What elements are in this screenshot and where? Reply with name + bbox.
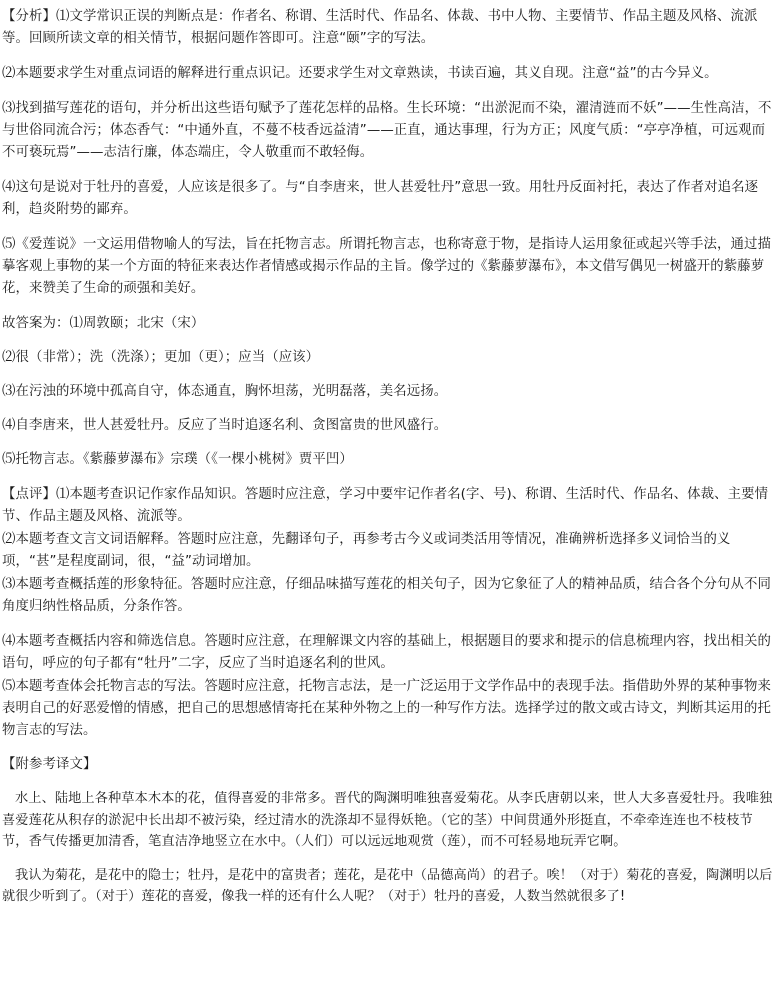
analysis-paragraph-4: ⑷这句是说对于牡丹的喜爱，人应该是很多了。与“自李唐来，世人甚爱牡丹”意思一致。用牡丹反面衬托，表达了作者对追名逐利，趋炎附势的鄙弃。 — [2, 180, 759, 217]
translation-paragraph-2: 我认为菊花，是花中的隐士；牡丹，是花中的富贵者；莲花，是花中（品德高尚）的君子。唉！（对于）菊花的喜爱，陶渊明以后就很少听到了。（对于）莲花的喜爱，像我一样的还有什么人呢？（对于）牡丹的喜爱，人数当然就很多了! — [2, 867, 773, 904]
review-paragraph-1: 【点评】⑴本题考查识记作家作品知识。答题时应注意，学习中要牢记作者名(字、号)、称谓、生活时代、作品名、体裁、主要情节、作品主题及风格、流派等。 — [2, 487, 769, 524]
review-paragraph-4: ⑷本题考查概括内容和筛选信息。答题时应注意，在理解课文内容的基础上，根据题目的要求和提示的信息梳理内容，找出相关的语句，呼应的句子都有“牡丹”二字，反应了当时追逐名利的世风。 — [2, 634, 771, 671]
analysis-paragraph-1: 【分析】⑴文学常识正误的判断点是：作者名、称谓、生活时代、作品名、体裁、书中人物、主要情节、作品主题及风格、流派等。回顾所读文章的相关情节，根据问题作答即可。注意“颐”字的写法。 — [2, 9, 758, 46]
translation-heading: 【附参考译文】 — [2, 757, 97, 772]
review-paragraph-5: ⑸本题考查体会托物言志的写法。答题时应注意，托物言志法，是一广泛运用于文学作品中的表现手法。指借助外界的某种事物来表明自己的好恶爱憎的情感，把自己的思想感情寄托在某种外物之上的一种写作方法。选择学过的散文或古诗文，判断其运用的托物言志的写法。 — [2, 679, 771, 738]
answer-line-1: 故答案为：⑴周敦颐；北宋（宋） — [2, 316, 205, 331]
review-paragraph-2: ⑵本题考查文言文词语解释。答题时应注意，先翻译句子，再参考古今义或词类活用等情况，准确辨析选择多义词恰当的义项，“甚”是程度副词，很，“益”动词增加。 — [2, 532, 731, 569]
answer-line-3: ⑶在污浊的环境中孤高自守，体态通直，胸怀坦荡，光明磊落，美名远扬。 — [2, 384, 448, 399]
analysis-paragraph-2: ⑵本题要求学生对重点词语的解释进行重点识记。还要求学生对文章熟读，书读百遍，其义自现。注意“益”的古今异义。 — [2, 66, 718, 81]
review-paragraph-3: ⑶本题考查概括莲的形象特征。答题时应注意，仔细品味描写莲花的相关句子，因为它象征了人的精神品质，结合各个分句从不同角度归纳性格品质，分条作答。 — [2, 577, 771, 614]
answer-line-4: ⑷自李唐来，世人甚爱牡丹。反应了当时追逐名利、贪图富贵的世风盛行。 — [2, 418, 448, 433]
answer-line-2: ⑵很（非常）；洗（洗涤）；更加（更）；应当（应该） — [2, 350, 320, 365]
answer-line-5: ⑸托物言志。《紫藤萝瀑布》宗璞（《一棵小桃树》贾平凹） — [2, 452, 353, 467]
translation-paragraph-1: 水上、陆地上各种草本木本的花，值得喜爱的非常多。晋代的陶渊明唯独喜爱菊花。从李氏唐朝以来，世人大多喜爱牡丹。我唯独喜爱莲花从积存的淤泥中长出却不被污染，经过清水的洗涤却不显得妖艳。（它的茎）中间贯通外形挺直，不牵牵连连也不枝枝节节，香气传播更加清香，笔直洁净地竖立在水中。（人们）可以远远地观赏（莲），而不可轻易地玩弄它啊。 — [2, 791, 773, 849]
analysis-paragraph-3: ⑶找到描写莲花的语句，并分析出这些语句赋予了莲花怎样的品格。生长环境：“出淤泥而不染，濯清涟而不妖”——生性高洁，不与世俗同流合污；体态香气：“中通外直，不蔓不枝香远益清”——正直，通达事理，行为方正；风度气质：“亭亭净植，可远观而不可亵玩焉”——志洁行廉，体态端庄，令人敬重而不敢轻侮。 — [2, 101, 772, 160]
analysis-paragraph-5: ⑸《爱莲说》一文运用借物喻人的写法，旨在托物言志。所谓托物言志，也称寄意于物，是指诗人运用象征或起兴等手法，通过描摹客观上事物的某一个方面的特征来表达作者情感或揭示作品的主旨。像学过的《紫藤萝瀑布》，本文借写偶见一树盛开的紫藤萝花，来赞美了生命的顽强和美好。 — [2, 237, 771, 296]
